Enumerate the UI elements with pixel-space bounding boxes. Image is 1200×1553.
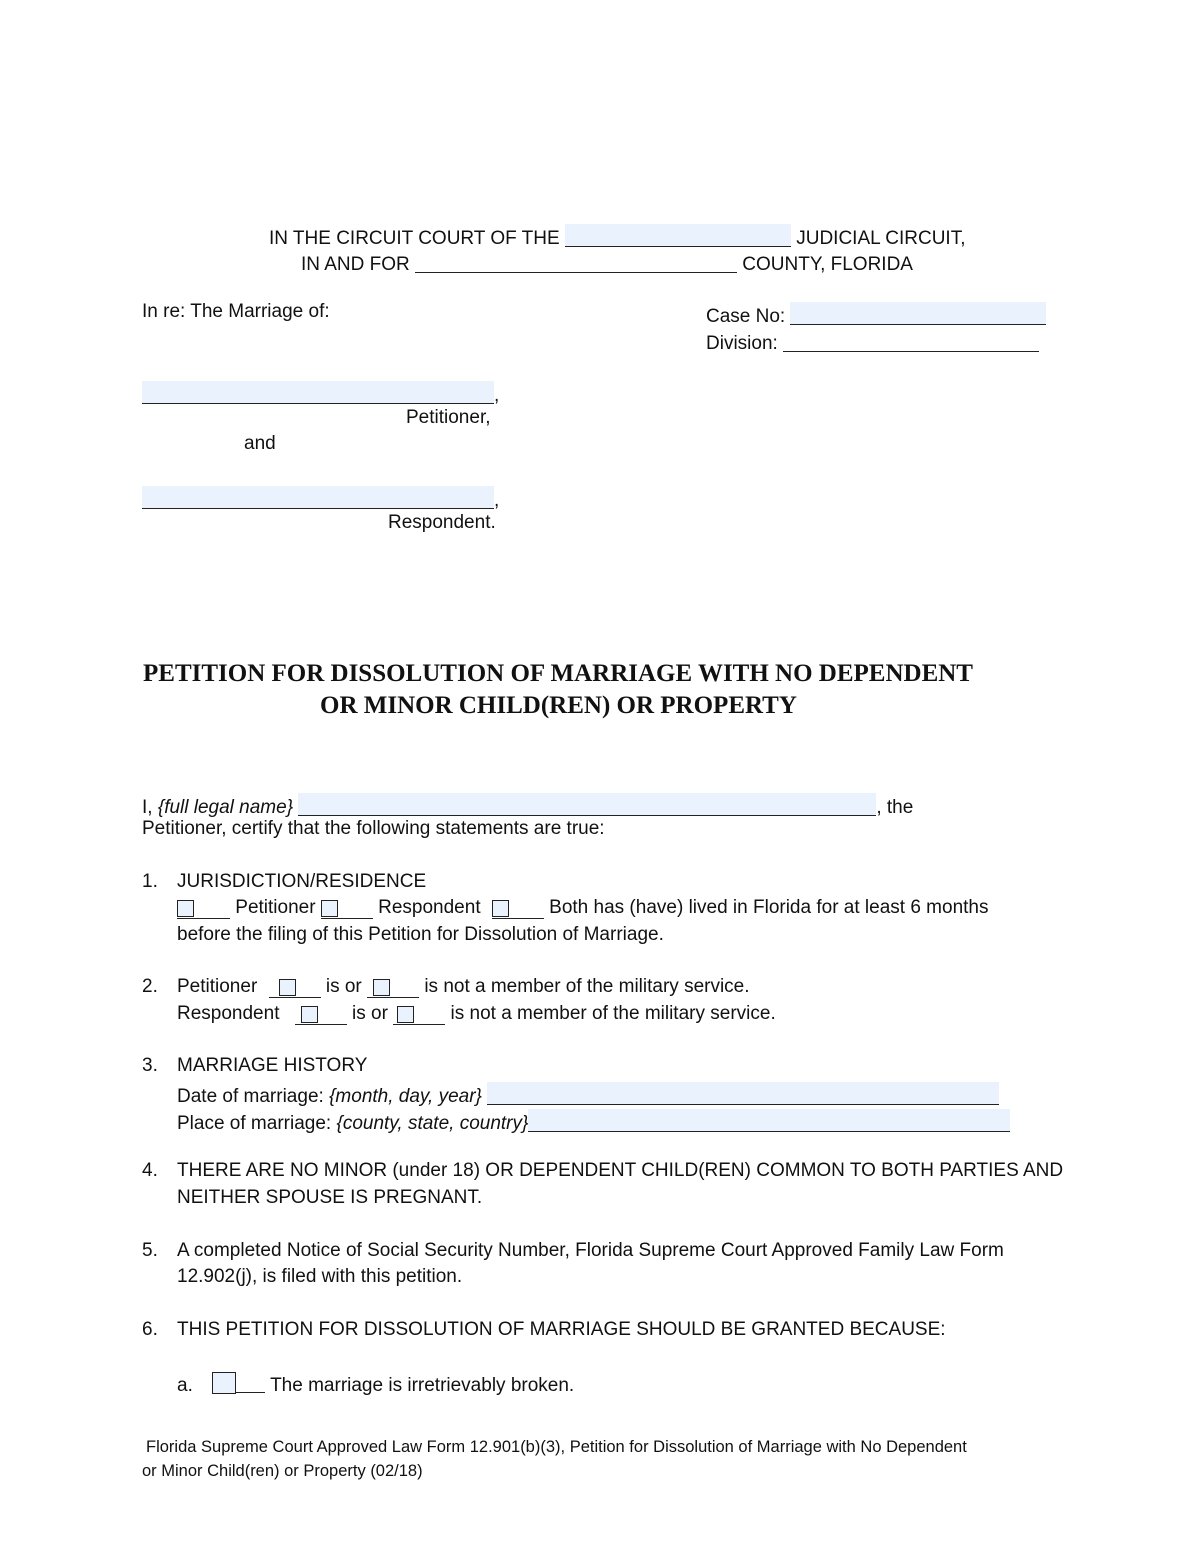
item-4-line2: NEITHER SPOUSE IS PREGNANT. xyxy=(177,1187,483,1208)
intro-line2: Petitioner, certify that the following statements are true: xyxy=(142,818,605,839)
irretrievably-broken-checkbox-line xyxy=(212,1372,265,1393)
respondent-military-no-line xyxy=(393,1004,445,1025)
residence-petitioner-checkbox[interactable] xyxy=(177,900,194,917)
item-2-respondent-row xyxy=(177,1001,776,1027)
county-field[interactable] xyxy=(415,250,737,273)
marriage-place-row xyxy=(177,1106,1010,1137)
petitioner-military-no-checkbox[interactable] xyxy=(373,979,390,996)
residence-both-checkbox-line xyxy=(492,898,544,919)
military-petitioner-label: Petitioner xyxy=(177,976,258,997)
marriage-place-label: Place of marriage: xyxy=(177,1113,332,1134)
footer-line1: Florida Supreme Court Approved Law Form 12.901(b)(3), Petition for Dissolution of Marriage with No Dependent xyxy=(146,1438,967,1456)
division-label: Division: xyxy=(706,333,778,354)
footer-line2: or Minor Child(ren) or Property (02/18) xyxy=(142,1462,423,1480)
item-number: 3. xyxy=(142,1055,158,1076)
item-1-heading-row xyxy=(142,869,426,895)
military-respondent-label: Respondent xyxy=(177,1003,280,1024)
item-number: 2. xyxy=(142,976,158,997)
item-1-line3: before the filing of this Petition for Dissolution of Marriage. xyxy=(177,924,664,945)
respondent-name-field[interactable] xyxy=(142,486,494,509)
court-header-suffix: JUDICIAL CIRCUIT, xyxy=(796,228,966,249)
item-number: 1. xyxy=(142,871,158,892)
and-label: and xyxy=(244,433,276,454)
item-1-heading: JURISDICTION/RESIDENCE xyxy=(177,871,427,892)
irretrievably-broken-label: The marriage is irretrievably broken. xyxy=(270,1375,575,1396)
county-suffix: COUNTY, FLORIDA xyxy=(742,254,913,275)
item-number: 5. xyxy=(142,1240,158,1261)
in-re-label: In re: The Marriage of: xyxy=(142,301,330,322)
marriage-date-hint: {month, day, year} xyxy=(329,1086,482,1107)
item-6a-label: a. xyxy=(177,1375,193,1396)
marriage-date-field[interactable] xyxy=(487,1082,999,1105)
residence-respondent-checkbox-line xyxy=(321,898,373,919)
full-legal-name-field[interactable] xyxy=(298,793,876,816)
residence-respondent-label: Respondent xyxy=(378,897,481,918)
item-5-text: A completed Notice of Social Security Number, Florida Supreme Court Approved Family Law Form xyxy=(177,1240,1004,1261)
residence-respondent-checkbox[interactable] xyxy=(321,900,338,917)
respondent-military-yes-line xyxy=(295,1004,347,1025)
form-title-line2: OR MINOR CHILD(REN) OR PROPERTY xyxy=(320,692,797,719)
respondent-military-no-checkbox[interactable] xyxy=(397,1006,414,1023)
division-row xyxy=(706,326,1039,357)
petitioner-military-yes-line xyxy=(269,977,321,998)
item-6-line1 xyxy=(142,1317,946,1343)
intro-prefix: I, xyxy=(142,797,153,818)
comma: , xyxy=(494,490,500,511)
item-4-text: THERE ARE NO MINOR (under 18) OR DEPENDENT CHILD(REN) COMMON TO BOTH PARTIES AND xyxy=(177,1160,1064,1181)
full-legal-name-hint: {full legal name} xyxy=(157,797,294,818)
court-header-line2 xyxy=(301,247,913,278)
not-member-label: is not a member of the military service. xyxy=(450,1003,776,1024)
is-or-label: is or xyxy=(325,976,362,997)
residence-petitioner-checkbox-line xyxy=(177,898,230,919)
case-number-field[interactable] xyxy=(790,302,1046,325)
item-3-heading: MARRIAGE HISTORY xyxy=(177,1055,368,1076)
item-5-line1 xyxy=(142,1238,1004,1264)
item-number: 4. xyxy=(142,1160,158,1181)
petitioner-name-field[interactable] xyxy=(142,381,494,404)
respondent-military-yes-checkbox[interactable] xyxy=(301,1006,318,1023)
item-4-line1 xyxy=(142,1158,1063,1184)
form-title-line1: PETITION FOR DISSOLUTION OF MARRIAGE WITH NO DEPENDENT xyxy=(143,660,973,687)
marriage-date-label: Date of marriage: xyxy=(177,1086,324,1107)
item-6-text: THIS PETITION FOR DISSOLUTION OF MARRIAGE SHOULD BE GRANTED BECAUSE: xyxy=(177,1319,946,1340)
comma: , xyxy=(494,385,500,406)
item-number: 6. xyxy=(142,1319,158,1340)
petitioner-military-no-line xyxy=(367,977,419,998)
judicial-circuit-field[interactable] xyxy=(565,224,791,247)
marriage-place-hint: {county, state, country} xyxy=(336,1113,529,1134)
item-2-petitioner-row xyxy=(142,974,750,1000)
item-3-heading-row xyxy=(142,1053,367,1079)
item-5-line2: 12.902(j), is filed with this petition. xyxy=(177,1266,463,1287)
division-field[interactable] xyxy=(783,329,1039,352)
case-number-label: Case No: xyxy=(706,306,786,327)
petitioner-label: Petitioner, xyxy=(406,407,491,428)
residence-both-label: Both has (have) lived in Florida for at least 6 months xyxy=(549,897,989,918)
respondent-label: Respondent. xyxy=(388,512,496,533)
item-6a-row xyxy=(177,1369,574,1399)
court-header-prefix: IN THE CIRCUIT COURT OF THE xyxy=(269,228,560,249)
residence-both-checkbox[interactable] xyxy=(492,900,509,917)
intro-suffix: , the xyxy=(876,797,914,818)
not-member-label: is not a member of the military service. xyxy=(424,976,750,997)
residence-petitioner-label: Petitioner xyxy=(235,897,316,918)
petitioner-military-yes-checkbox[interactable] xyxy=(279,979,296,996)
marriage-place-field[interactable] xyxy=(528,1109,1010,1132)
county-prefix: IN AND FOR xyxy=(301,254,410,275)
irretrievably-broken-checkbox[interactable] xyxy=(212,1372,236,1394)
item-1-options-row xyxy=(177,895,989,921)
is-or-label: is or xyxy=(352,1003,388,1024)
